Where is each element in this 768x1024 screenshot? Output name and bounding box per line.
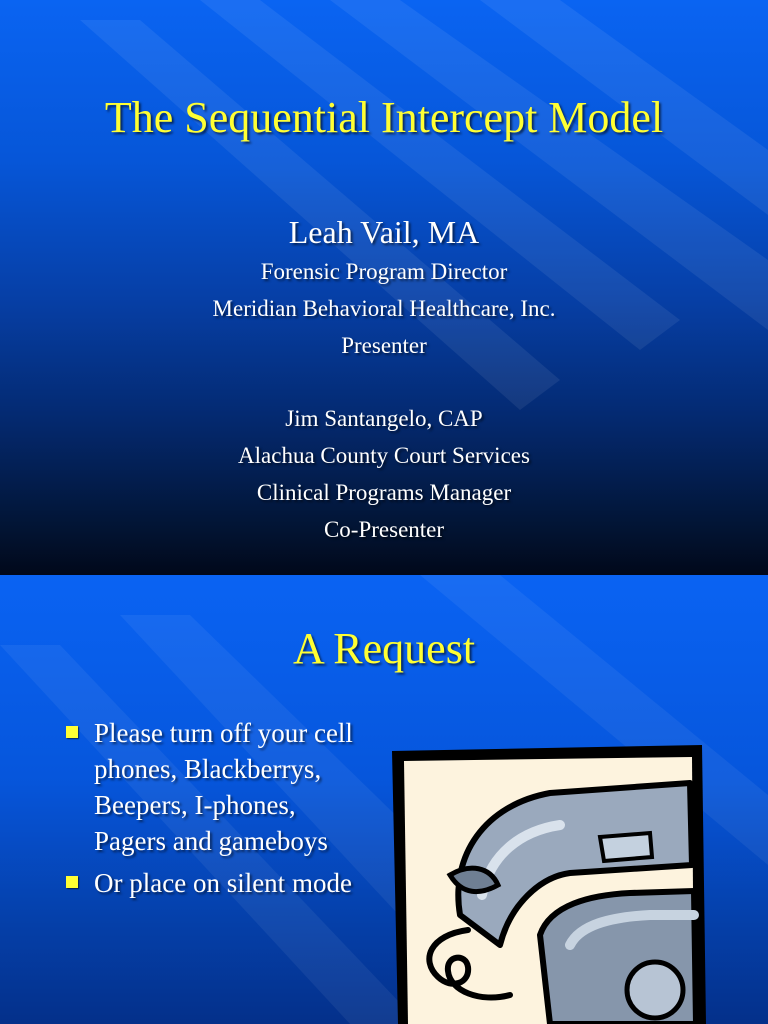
copresenter-name: Jim Santangelo, CAP <box>285 406 483 431</box>
presenter-role: Forensic Program Director <box>260 259 508 284</box>
presenter-organization: Meridian Behavioral Healthcare, Inc. <box>212 296 556 321</box>
bullet-list <box>64 715 364 907</box>
slide-title: A Request <box>292 624 476 673</box>
request-slide <box>0 575 768 1024</box>
list-item <box>64 865 364 901</box>
telephone-icon <box>390 745 710 1024</box>
copresenter-role: Clinical Programs Manager <box>256 480 512 505</box>
list-item <box>64 715 364 859</box>
bullet-text: Or place on silent mode <box>94 868 352 898</box>
square-bullet-icon <box>66 726 78 738</box>
copresenter-organization: Alachua County Court Services <box>238 443 530 468</box>
slide-title: The Sequential Intercept Model <box>104 93 664 142</box>
square-bullet-icon <box>66 876 78 888</box>
presenter-label: Presenter <box>341 333 427 358</box>
bullet-text: Please turn off your cell phones, Blackberrys, Beepers, I-phones, Pagers and gameboys <box>94 718 353 856</box>
presenter-name: Leah Vail, MA <box>288 214 480 250</box>
copresenter-label: Co-Presenter <box>323 517 445 542</box>
